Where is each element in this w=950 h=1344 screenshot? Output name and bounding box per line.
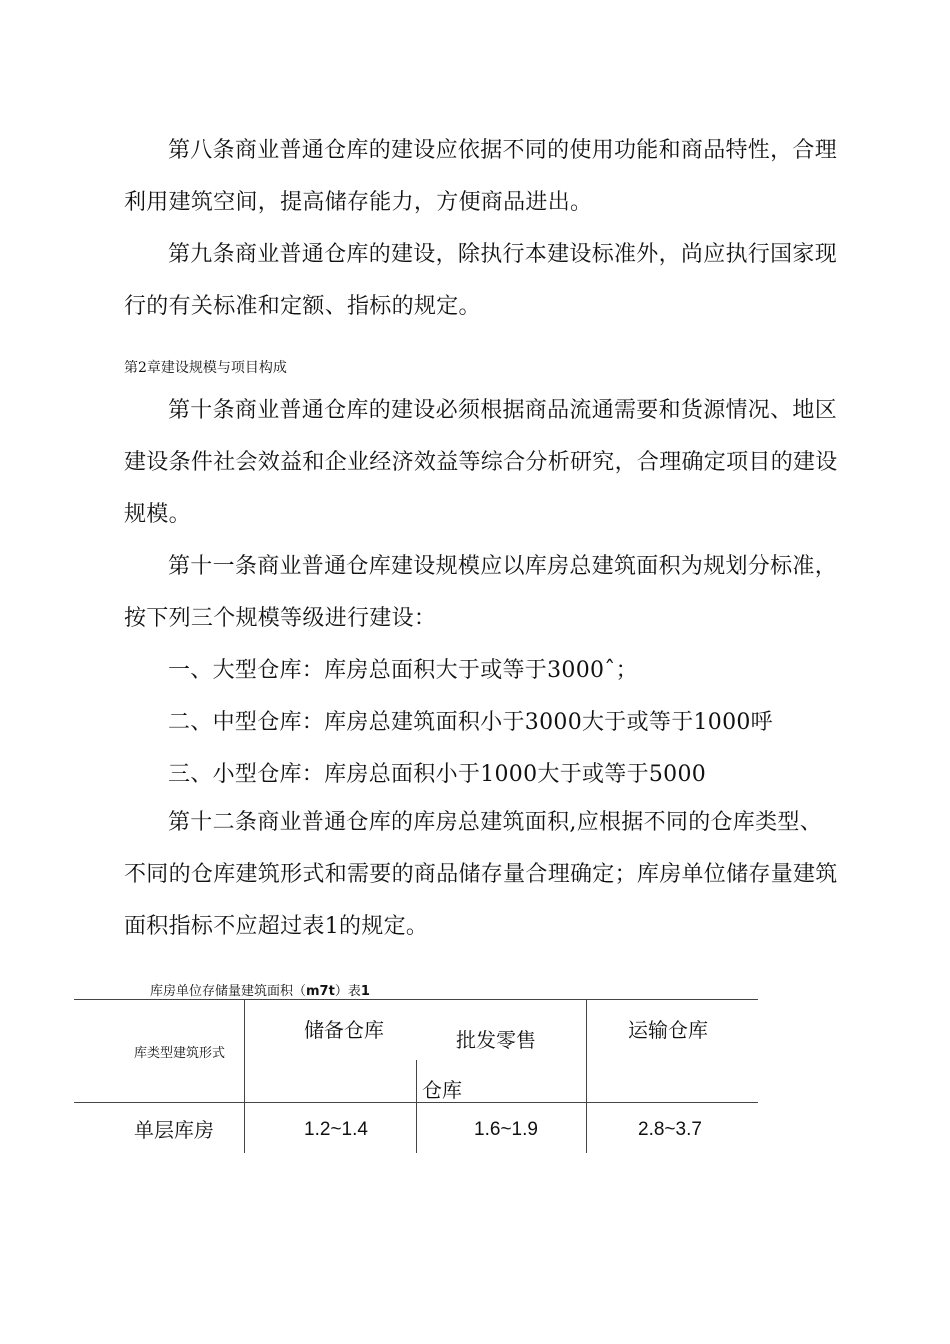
scale-item-medium: 二、中型仓库：库房总建筑面积小于3000大于或等于1000呼 [168,710,773,735]
table-row-label: 单层库房 [134,1118,214,1142]
article-8-paragraph: 第八条商业普通仓库的建设应依据不同的使用功能和商品特性，合理利用建筑空间，提高储存能力，方便商品进出。 [124,138,838,215]
table-col-divider-3 [586,999,587,1153]
scale-item-small: 三、小型仓库：库房总面积小于1000大于或等于5000 [168,762,707,787]
table-caption-label: ）表 [334,984,361,999]
table-header-wholesale-cont: 仓库 [422,1078,462,1102]
table-caption-text: 库房单位存储量建筑面积（ [150,984,307,999]
table-top-rule [74,999,758,1000]
scale-item-large: 一、大型仓库：库房总面积大于或等于3000ˆ； [168,658,638,683]
table-header-transport: 运输仓库 [628,1018,708,1042]
table-caption-unit: m7t [306,984,335,999]
table-caption-number: 1 [360,984,370,999]
article-9-paragraph: 第九条商业普通仓库的建设，除执行本建设标准外，尚应执行国家现行的有关标准和定额、指标的规定。 [124,242,838,319]
article-12-paragraph: 第十二条商业普通仓库的库房总建筑面积,应根据不同的仓库类型、不同的仓库建筑形式和需要的商品储存量合理确定；库房单位储存量建筑面积指标不应超过表1的规定。 [124,810,838,939]
chapter-heading: 第2章建设规模与项目构成 [124,360,287,376]
table-cell-wholesale: 1.6~1.9 [474,1119,538,1140]
table-col-divider-2 [416,1060,417,1153]
article-10-paragraph: 第十条商业普通仓库的建设必须根据商品流通需要和货源情况、地区建设条件社会效益和企业经济效益等综合分析研究，合理确定项目的建设规模。 [124,398,838,527]
table-header-corner: 库类型建筑形式 [134,1046,226,1061]
table-header-reserve: 储备仓库 [304,1018,384,1042]
table-col-divider-1 [244,999,245,1153]
article-11-paragraph: 第十一条商业普通仓库建设规模应以库房总建筑面积为规划分标准，按下列三个规模等级进行建设： [124,554,838,631]
table-header-wholesale: 批发零售 [456,1028,536,1052]
table-cell-transport: 2.8~3.7 [638,1119,702,1140]
table-cell-reserve: 1.2~1.4 [304,1119,368,1140]
